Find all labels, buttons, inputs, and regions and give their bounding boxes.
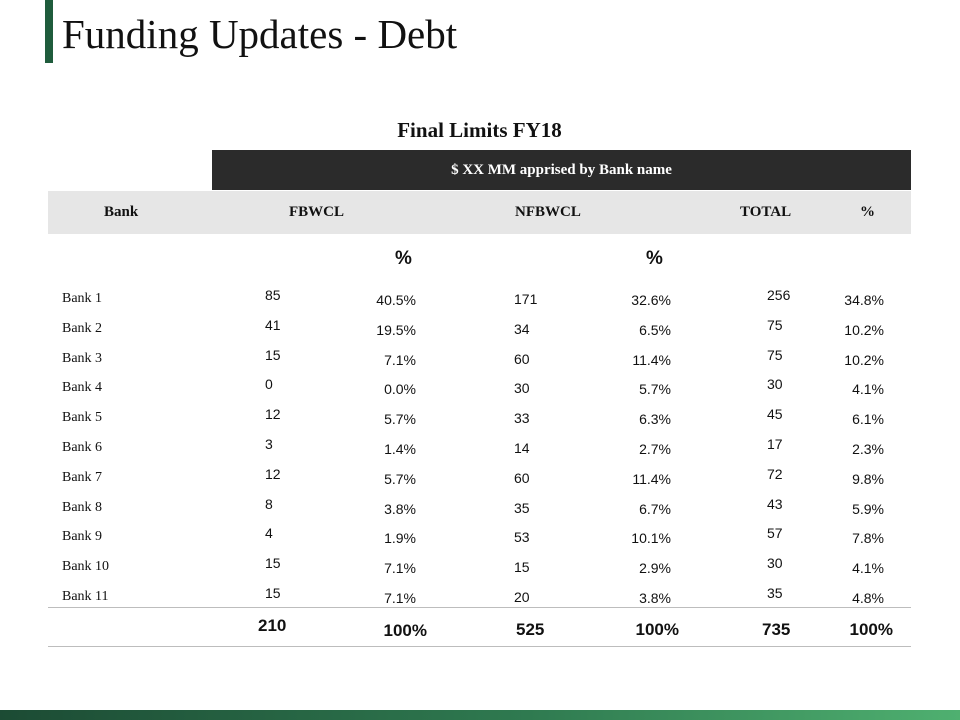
nfbwcl-cell: 35 [514, 499, 530, 516]
total-pct-cell: 7.8% [852, 530, 884, 547]
header-fbwcl: FBWCL [289, 204, 345, 220]
total-cell: 17 [767, 436, 783, 452]
apprised-band [212, 150, 911, 190]
grand-total-pct: 100% [849, 620, 893, 639]
total-pct-cell: 9.8% [852, 470, 884, 487]
fbwcl-cell: 4 [265, 525, 273, 542]
nfbwcl-cell: 34 [514, 320, 530, 337]
fbwcl-pct-cell: 3.8% [384, 500, 416, 517]
totals-row [48, 608, 911, 646]
bank-cell: Bank 3 [62, 350, 103, 366]
fbwcl-cell: 0 [265, 376, 273, 393]
fbwcl-pct-cell: 19.5% [376, 321, 416, 338]
bank-cell: Bank 8 [62, 499, 103, 515]
grand-total: 735 [762, 620, 791, 639]
table-row [48, 432, 911, 462]
nfbwcl-cell: 15 [514, 559, 530, 576]
fbwcl-pct-cell: 1.9% [384, 530, 416, 547]
bank-cell: Bank 11 [62, 589, 109, 604]
nfbwcl-pct-cell: 6.7% [639, 500, 671, 517]
header-bank: Bank [104, 204, 139, 220]
bank-cell: Bank 2 [62, 320, 103, 336]
nfbwcl-cell: 30 [514, 380, 530, 397]
fbwcl-pct-cell: 5.7% [384, 470, 416, 487]
fbwcl-pct-cell: 7.1% [384, 560, 416, 577]
fbwcl-cell: 3 [265, 436, 273, 452]
bank-cell: Bank 1 [62, 291, 103, 306]
fbwcl-pct-cell: 5.7% [384, 411, 416, 428]
total-cell: 75 [767, 316, 783, 333]
nfbwcl-pct-subheader: % [646, 248, 663, 269]
fbwcl-cell: 41 [265, 316, 281, 333]
fbwcl-cell: 15 [265, 555, 281, 572]
total-nfbwcl-pct: 100% [635, 620, 679, 639]
table-row [48, 462, 911, 492]
table-row [48, 283, 911, 313]
table-row [48, 343, 911, 373]
total-cell: 75 [767, 346, 783, 363]
table-bottom-divider [48, 646, 911, 647]
table-row [48, 551, 911, 581]
nfbwcl-cell: 60 [514, 350, 530, 367]
fbwcl-cell: 85 [265, 287, 281, 303]
fbwcl-pct-subheader: % [395, 248, 412, 269]
nfbwcl-pct-cell: 6.3% [639, 411, 671, 428]
total-pct-cell: 6.1% [852, 411, 884, 428]
total-fbwcl-pct: 100% [383, 621, 427, 640]
total-pct-cell: 4.1% [852, 560, 884, 577]
table-header-row [48, 191, 911, 234]
total-cell: 57 [767, 525, 783, 542]
total-pct-cell: 2.3% [852, 441, 884, 457]
total-pct-cell: 5.9% [852, 500, 884, 517]
nfbwcl-cell: 14 [514, 440, 530, 456]
slide-title: Funding Updates - Debt [62, 11, 458, 57]
total-pct-cell: 10.2% [844, 351, 884, 368]
total-cell: 43 [767, 495, 783, 512]
total-cell: 35 [767, 585, 783, 601]
footer-gradient-bar [0, 710, 960, 720]
header-pct: % [860, 204, 875, 220]
title-accent-bar [45, 0, 53, 63]
table-row [48, 402, 911, 432]
total-pct-cell: 34.8% [844, 292, 884, 308]
bank-cell: Bank 4 [62, 380, 103, 396]
fbwcl-pct-cell: 40.5% [376, 292, 416, 308]
bank-cell: Bank 7 [62, 469, 103, 485]
total-fbwcl: 210 [258, 616, 287, 635]
nfbwcl-pct-cell: 2.9% [639, 560, 671, 577]
bank-cell: Bank 5 [62, 410, 103, 426]
nfbwcl-cell: 33 [514, 410, 530, 427]
nfbwcl-pct-cell: 32.6% [631, 292, 671, 308]
header-total: TOTAL [740, 204, 792, 220]
nfbwcl-cell: 171 [514, 291, 538, 307]
total-cell: 72 [767, 465, 783, 482]
total-pct-cell: 4.8% [852, 590, 884, 606]
fbwcl-cell: 15 [265, 585, 281, 601]
bank-cell: Bank 9 [62, 529, 103, 545]
total-pct-cell: 4.1% [852, 381, 884, 398]
table-row [48, 492, 911, 522]
total-cell: 30 [767, 555, 783, 572]
table-title: Final Limits FY18 [397, 118, 562, 142]
nfbwcl-pct-cell: 6.5% [639, 321, 671, 338]
fbwcl-pct-cell: 0.0% [384, 381, 416, 398]
bank-cell: Bank 10 [62, 559, 110, 575]
bank-cell: Bank 6 [62, 440, 103, 455]
nfbwcl-cell: 20 [514, 589, 530, 605]
table-row [48, 313, 911, 343]
nfbwcl-pct-cell: 3.8% [639, 590, 671, 606]
fbwcl-pct-cell: 1.4% [384, 441, 416, 457]
fbwcl-cell: 12 [265, 465, 281, 482]
fbwcl-pct-cell: 7.1% [384, 590, 416, 606]
fbwcl-cell: 15 [265, 346, 281, 363]
table-row [48, 521, 911, 551]
nfbwcl-pct-cell: 5.7% [639, 381, 671, 398]
header-nfbwcl: NFBWCL [515, 204, 581, 220]
nfbwcl-cell: 60 [514, 469, 530, 486]
total-pct-cell: 10.2% [844, 321, 884, 338]
total-nfbwcl: 525 [516, 620, 545, 639]
table-row [48, 372, 911, 402]
total-cell: 45 [767, 406, 783, 423]
fbwcl-cell: 12 [265, 406, 281, 423]
nfbwcl-pct-cell: 11.4% [632, 351, 671, 368]
fbwcl-cell: 8 [265, 495, 273, 512]
total-cell: 30 [767, 376, 783, 393]
nfbwcl-pct-cell: 11.4% [632, 470, 671, 487]
fbwcl-pct-cell: 7.1% [384, 351, 416, 368]
apprised-band-label: $ XX MM apprised by Bank name [451, 161, 672, 178]
nfbwcl-pct-cell: 2.7% [639, 441, 671, 457]
total-cell: 256 [767, 287, 791, 303]
nfbwcl-cell: 53 [514, 529, 530, 546]
nfbwcl-pct-cell: 10.1% [631, 530, 671, 547]
